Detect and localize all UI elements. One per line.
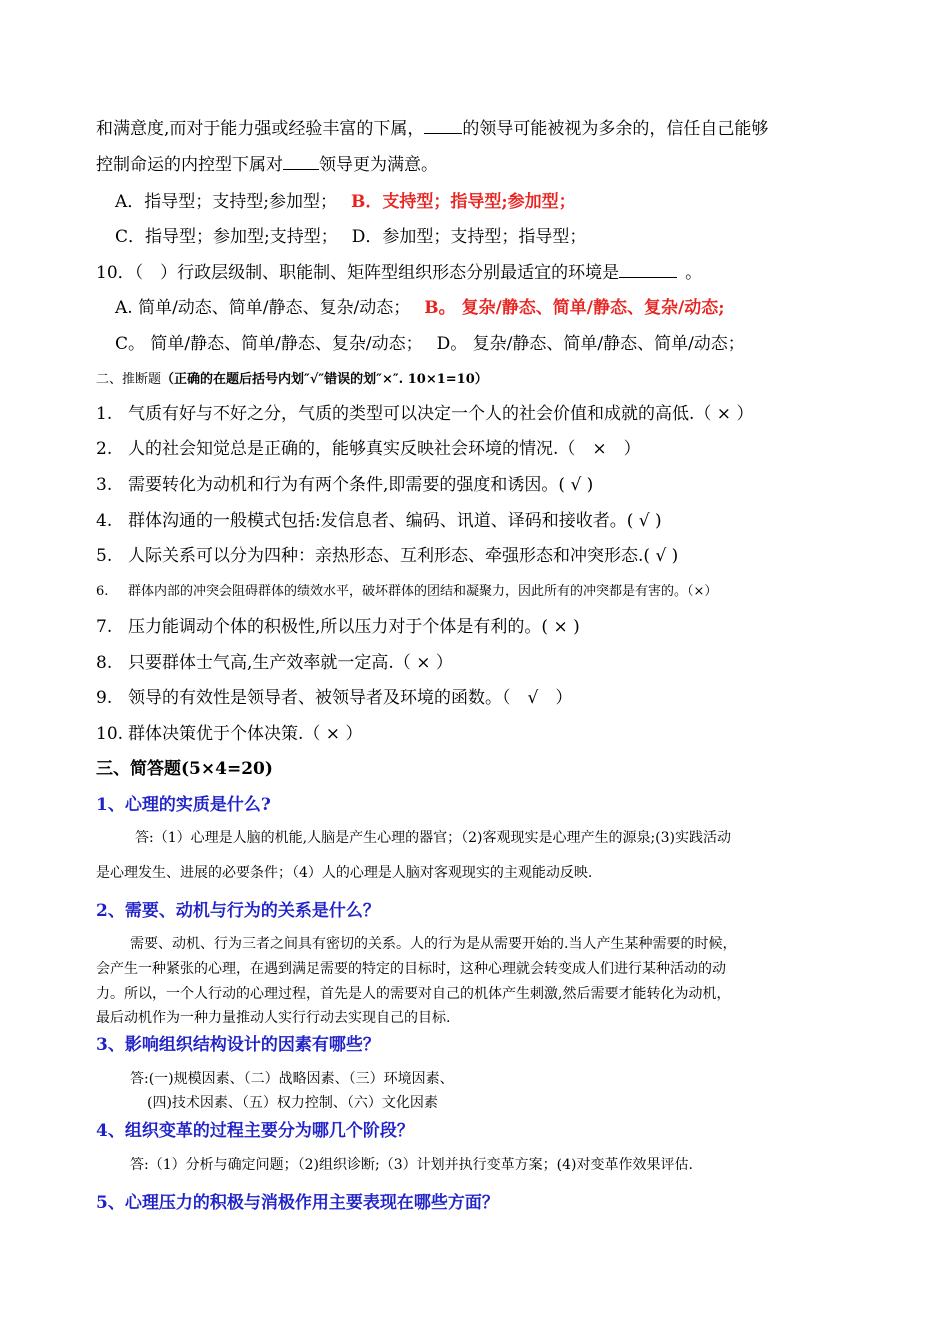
answer-2-line1: 需要、动机、行为三者之间具有密切的关系。人的行为是从需要开始的.当人产生某种需要的时候， <box>130 936 737 952</box>
q10-stem: 10．（ ）行政层级制、职能制、矩阵型组织形态分别最适宜的环境是 。 <box>96 263 703 283</box>
judgement-item: 4. 群体沟通的一般模式包括:发信息者、编码、讯道、译码和接收者。( √ ) <box>96 511 662 531</box>
judgement-item: 10. 群体决策优于个体决策.（ × ） <box>96 724 363 744</box>
section2-heading: 二、推断题（正确的在题后括号内划″√″错误的划″×″. 10×1=10） <box>96 372 488 387</box>
q9-option-b-answer: B．支持型；指导型;参加型； <box>351 192 576 212</box>
short-answer-question-1: 1、心理的实质是什么? <box>96 795 271 815</box>
judgement-item: 3. 需要转化为动机和行为有两个条件,即需要的强度和诱因。( √ ) <box>96 475 594 495</box>
short-answer-question-4: 4、组织变革的过程主要分为哪几个阶段？ <box>96 1121 414 1141</box>
short-answer-question-5: 5、心理压力的积极与消极作用主要表现在哪些方面？ <box>96 1193 499 1213</box>
q9-stem-line2: 控制命运的内控型下属对 领导更为满意。 <box>96 155 438 175</box>
answer-4-line1: 答:（1）分析与确定问题；（2)组织诊断;（3）计划并执行变革方案；(4)对变革作效果评估. <box>130 1157 693 1173</box>
q10-options-row2 <box>115 329 950 354</box>
q9-option-c: C．指导型；参加型;支持型； <box>115 227 338 247</box>
judgement-item: 2. 人的社会知觉总是正确的，能够真实反映社会环境的情况.（ × ） <box>96 439 641 459</box>
short-answer-question-3: 3、影响组织结构设计的因素有哪些？ <box>96 1035 380 1055</box>
judgement-item: 1. 气质有好与不好之分，气质的类型可以决定一个人的社会价值和成就的高低.（ × ） <box>96 404 754 424</box>
q10-option-c: C。 简单/静态、简单/静态、复杂/动态； <box>115 334 423 354</box>
q10-option-d: D。 复杂/静态、简单/静态、简单/动态； <box>436 334 745 354</box>
answer-1-line1: 答:（1）心理是人脑的机能,人脑是产生心理的器官；（2)客观现实是心理产生的源泉;(3)实践活动 <box>135 830 731 846</box>
q10-options-row1 <box>115 293 950 318</box>
answer-3-line2: (四)技术因素、（五）权力控制、（六）文化因素 <box>147 1095 438 1111</box>
judgement-item: 8. 只要群体士气高,生产效率就一定高.（ × ） <box>96 653 453 673</box>
judgement-item: 7. 压力能调动个体的积极性,所以压力对于个体是有利的。( × ) <box>96 617 580 637</box>
blank-underline <box>283 155 319 170</box>
short-answer-question-2: 2、需要、动机与行为的关系是什么？ <box>96 901 380 921</box>
q9-options-row2 <box>115 222 950 247</box>
q9-option-a: A．指导型；支持型;参加型； <box>115 192 338 212</box>
answer-2-line3: 力。所以，一个人行动的心理过程，首先是人的需要对自己的机体产生刺激,然后需要才能转化为动机， <box>96 986 731 1002</box>
q9-options-row1 <box>115 187 950 212</box>
q9-stem-line1: 和满意度,而对于能力强或经验丰富的下属， 的领导可能被视为多余的，信任自己能够 <box>96 119 769 139</box>
answer-2-line4: 最后动机作为一种力量推动人实行行动去实现自己的目标. <box>96 1010 451 1026</box>
answer-2-line2: 会产生一种紧张的心理，在遇到满足需要的特定的目标时，这种心理就会转变成人们进行某种活动的动 <box>96 961 726 977</box>
blank-underline <box>424 119 462 134</box>
q10-option-a: A. 简单/动态、简单/静态、复杂/动态； <box>115 298 411 318</box>
q10-option-b-answer: B。 复杂/静态、简单/静态、复杂/动态; <box>424 298 725 318</box>
answer-1-line2: 是心理发生、进展的必要条件；（4）人的心理是人脑对客观现实的主观能动反映. <box>96 865 593 881</box>
judgement-item: 5. 人际关系可以分为四种：亲热形态、互利形态、牵强形态和冲突形态.( √ ) <box>96 546 679 566</box>
blank-underline <box>619 263 677 278</box>
answer-3-line1: 答:(一)规模因素、（二）战略因素、（三）环境因素、 <box>130 1071 454 1087</box>
q9-option-d: D．参加型；支持型；指导型； <box>351 227 587 247</box>
judgement-item: 6. 群体内部的冲突会阻碍群体的绩效水平，破坏群体的团结和凝聚力，因此所有的冲突都是有害的。（×） <box>96 584 718 599</box>
section3-heading: 三、简答题(5×4=20) <box>96 759 273 779</box>
judgement-item: 9. 领导的有效性是领导者、被领导者及环境的函数。（ √ ） <box>96 688 573 708</box>
